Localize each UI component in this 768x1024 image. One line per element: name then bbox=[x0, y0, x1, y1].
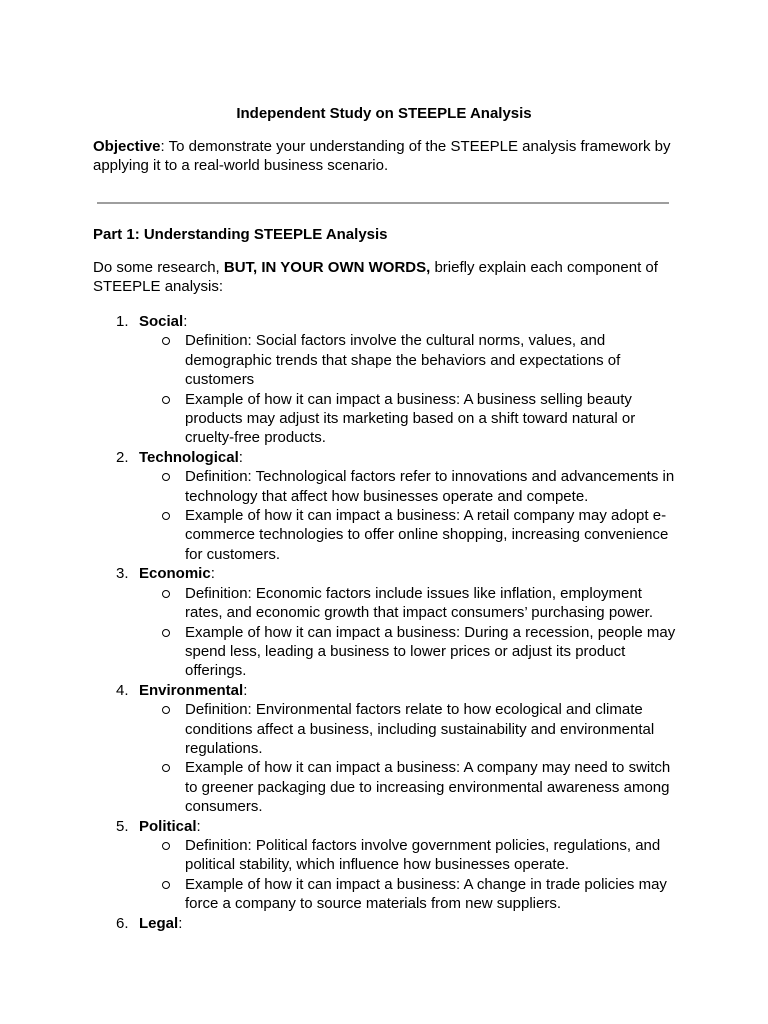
part1-intro bbox=[93, 258, 693, 297]
hollow-bullet-icon bbox=[162, 764, 170, 772]
horizontal-divider bbox=[97, 202, 669, 204]
example-item bbox=[0, 875, 677, 914]
hollow-bullet-icon bbox=[162, 706, 170, 714]
definition-item-text: Definition: Technological factors refer to innovations and advancements in technology that affect how businesses operate and compete. bbox=[185, 468, 675, 505]
list-item bbox=[0, 448, 768, 564]
list-item-heading: Technological: bbox=[139, 448, 243, 466]
hollow-bullet-icon bbox=[162, 629, 170, 637]
hollow-bullet-icon bbox=[162, 842, 170, 850]
example-item-text: Example of how it can impact a business: A company may need to switch to greener packaging due to increasing environmental awareness among consumers. bbox=[185, 759, 671, 816]
list-number: 2. bbox=[116, 448, 129, 466]
factor-name: Technological bbox=[139, 448, 239, 466]
definition-item bbox=[0, 331, 677, 389]
hollow-bullet-icon bbox=[162, 881, 170, 889]
list-number: 4. bbox=[116, 681, 129, 699]
intro-emphasis: BUT, IN YOUR OWN WORDS, bbox=[223, 259, 431, 276]
factor-name: Political bbox=[139, 817, 197, 835]
hollow-bullet-icon bbox=[162, 337, 170, 345]
hollow-bullet-icon bbox=[162, 473, 170, 481]
factor-name: Legal bbox=[139, 914, 179, 932]
definition-item-text: Definition: Environmental factors relate to how ecological and climate conditions affect a business, including sustainability and environmental regulations. bbox=[185, 701, 655, 757]
list-item-heading: Economic: bbox=[139, 565, 215, 583]
hollow-bullet-icon bbox=[162, 590, 170, 598]
example-item bbox=[0, 506, 677, 564]
sub-list bbox=[0, 467, 768, 564]
factor-name: Social bbox=[139, 313, 184, 330]
list-item bbox=[0, 817, 768, 914]
list-number: 6. bbox=[116, 914, 129, 932]
factor-name: Environmental bbox=[139, 681, 244, 699]
example-item bbox=[0, 623, 677, 681]
intro-text-before: Do some research, bbox=[93, 259, 224, 276]
hollow-bullet-icon bbox=[162, 396, 170, 404]
definition-item bbox=[0, 836, 677, 875]
list-item bbox=[0, 914, 768, 933]
list-item bbox=[0, 312, 768, 448]
sub-list bbox=[0, 584, 768, 681]
hollow-bullet-icon bbox=[162, 512, 170, 520]
list-number: 3. bbox=[116, 565, 129, 583]
list-item-heading: Environmental: bbox=[139, 681, 248, 699]
definition-item-text: Definition: Political factors involve government policies, regulations, and political stability, which influence how businesses operate. bbox=[185, 836, 661, 874]
example-item bbox=[0, 758, 677, 816]
definition-item-text: Definition: Social factors involve the cultural norms, values, and demographic trends that shape the behaviors and expectations of customers bbox=[185, 332, 621, 389]
part1-heading: Part 1: Understanding STEEPLE Analysis bbox=[93, 226, 388, 243]
sub-list bbox=[0, 331, 768, 447]
list-item-heading: Political: bbox=[139, 817, 201, 835]
list-item-heading: Legal: bbox=[139, 914, 183, 932]
example-item-text: Example of how it can impact a business: A change in trade policies may force a company to source materials from new suppliers. bbox=[185, 875, 667, 913]
example-item-text: Example of how it can impact a business: A business selling beauty products may adjust its marketing based on a shift toward natural or cruelty-free products. bbox=[185, 390, 636, 447]
definition-item bbox=[0, 467, 677, 506]
example-item-text: Example of how it can impact a business: A retail company may adopt e-commerce technologies to offer online shopping, increasing convenience for customers. bbox=[185, 507, 669, 563]
list-item bbox=[0, 564, 768, 680]
definition-item bbox=[0, 584, 677, 623]
objective-paragraph bbox=[93, 137, 693, 176]
example-item-text: Example of how it can impact a business: During a recession, people may spend less, leading a business to lower prices or adjust its product offerings. bbox=[185, 623, 676, 680]
list-item-heading: Social: bbox=[139, 313, 188, 330]
objective-text: : To demonstrate your understanding of the STEEPLE analysis framework by applying it to a real-world business scenario. bbox=[93, 138, 671, 175]
list-number: 1. bbox=[116, 313, 129, 330]
factor-name: Economic bbox=[139, 565, 211, 583]
sub-list bbox=[0, 836, 768, 914]
list-number: 5. bbox=[116, 817, 129, 835]
example-item bbox=[0, 390, 677, 448]
definition-item bbox=[0, 700, 677, 758]
page-title: Independent Study on STEEPLE Analysis bbox=[236, 105, 532, 122]
objective-label: Objective bbox=[93, 138, 161, 155]
steeple-list bbox=[0, 312, 768, 933]
list-item bbox=[0, 681, 768, 817]
definition-item-text: Definition: Economic factors include issues like inflation, employment rates, and economic growth that impact consumers’ purchasing power. bbox=[185, 584, 654, 622]
sub-list bbox=[0, 700, 768, 816]
intro-text-after: briefly explain each component of STEEPLE analysis: bbox=[93, 259, 658, 296]
